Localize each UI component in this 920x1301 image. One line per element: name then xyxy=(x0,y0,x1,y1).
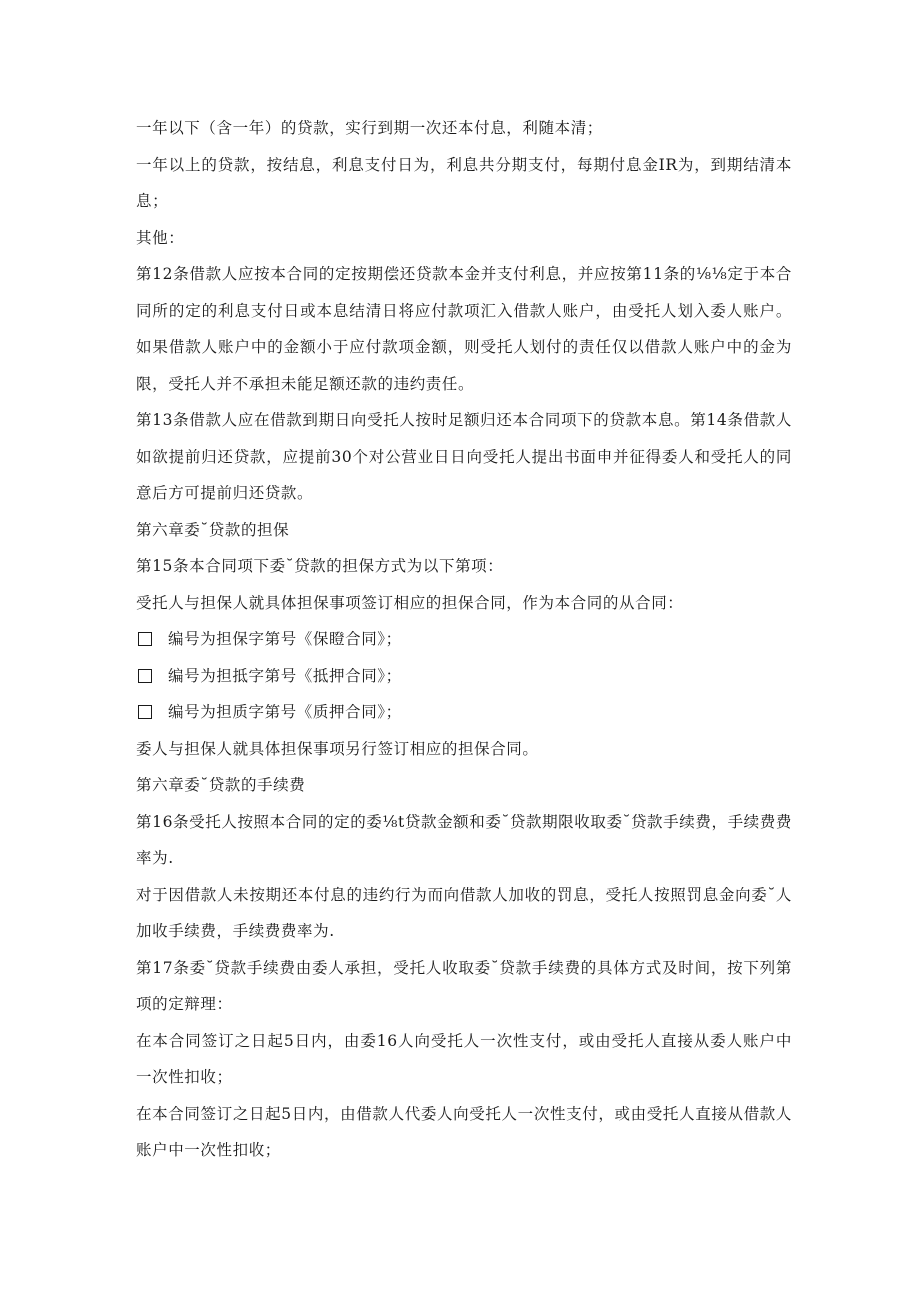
chapter-heading-guarantee: 第六章委˘贷款的担保 xyxy=(136,520,290,539)
checklist-item-label: 编号为担质字第号《质押合同》； xyxy=(168,703,402,721)
paragraph-other: 其他： xyxy=(136,228,185,247)
document-body xyxy=(136,110,792,1169)
paragraph-fee-option-1: 在本合同签订之日起5日内，由委16人向受托人一次性支付，或由受托人直接从委人账户中一次性扣收； xyxy=(136,1031,792,1086)
paragraph-repayment-long-term: 一年以上的贷款，按结息，利息支付日为，利息共分期支付，每期付息金IR为，到期结清本息； xyxy=(136,155,792,210)
checklist-item-mortgage[interactable] xyxy=(136,658,792,695)
article-13-14: 第13条借款人应在借款到期日向受托人按时足额归还本合同项下的贷款本息。第14条借款人如欲提前归还贷款，应提前30个对公营业日日向受托人提出书面申并征得委人和受托人的同意后方可提前归还贷款。 xyxy=(136,411,792,502)
paragraph-fee-option-2: 在本合同签订之日起5日内，由借款人代委人向受托人一次性支付，或由受托人直接从借款人账户中一次性扣收； xyxy=(136,1104,792,1159)
paragraph-separate-guarantee: 委人与担保人就具体担保事项另行签订相应的担保合同。 xyxy=(136,739,539,758)
paragraph-guarantee-contract: 受托人与担保人就具体担保事项签订相应的担保合同，作为本合同的从合同： xyxy=(136,593,684,612)
checklist-item-label: 编号为担保字第号《保瞪合同》； xyxy=(168,630,402,648)
checkbox-icon[interactable] xyxy=(138,669,152,683)
checklist-item-label: 编号为担抵字第号《抵押合同》； xyxy=(168,666,402,685)
paragraph-repayment-short-term: 一年以下（含一年）的贷款，实行到期一次还本付息，利随本清； xyxy=(136,119,603,137)
article-12: 第12条借款人应按本合同的定按期偿还贷款本金并支付利息，并应按第11条的⅛⅛定于本合同所的定的利息支付日或本息结清日将应付款项汇入借款人账户，由受托人划入委人账户。如果借款人账户中的金额小于应付款项金额，则受托人划付的责任仅以借款人账户中的金为限，受托人并不承担未能足额还款的违约责任。 xyxy=(136,265,792,393)
checklist-item-guaranty[interactable] xyxy=(136,621,792,658)
article-16: 第16条受托人按照本合同的定的委⅛t贷款金额和委˘贷款期限收取委˘贷款手续费，手续费费率为. xyxy=(136,812,792,867)
article-17: 第17条委˘贷款手续费由委人承担，受托人收取委˘贷款手续费的具体方式及时间，按下列第项的定辩理： xyxy=(136,958,792,1013)
chapter-heading-fees: 第六章委˘贷款的手续费 xyxy=(136,776,306,794)
article-15: 第15条本合同项下委˘贷款的担保方式为以下第项： xyxy=(136,557,504,575)
checkbox-icon[interactable] xyxy=(138,705,152,719)
checkbox-icon[interactable] xyxy=(138,632,152,646)
paragraph-penalty-fee: 对于因借款人未按期还本付息的违约行为而向借款人加收的罚息，受托人按照罚息金向委˘人加收手续费，手续费费率为. xyxy=(136,885,792,940)
checklist-item-pledge[interactable] xyxy=(136,694,792,731)
